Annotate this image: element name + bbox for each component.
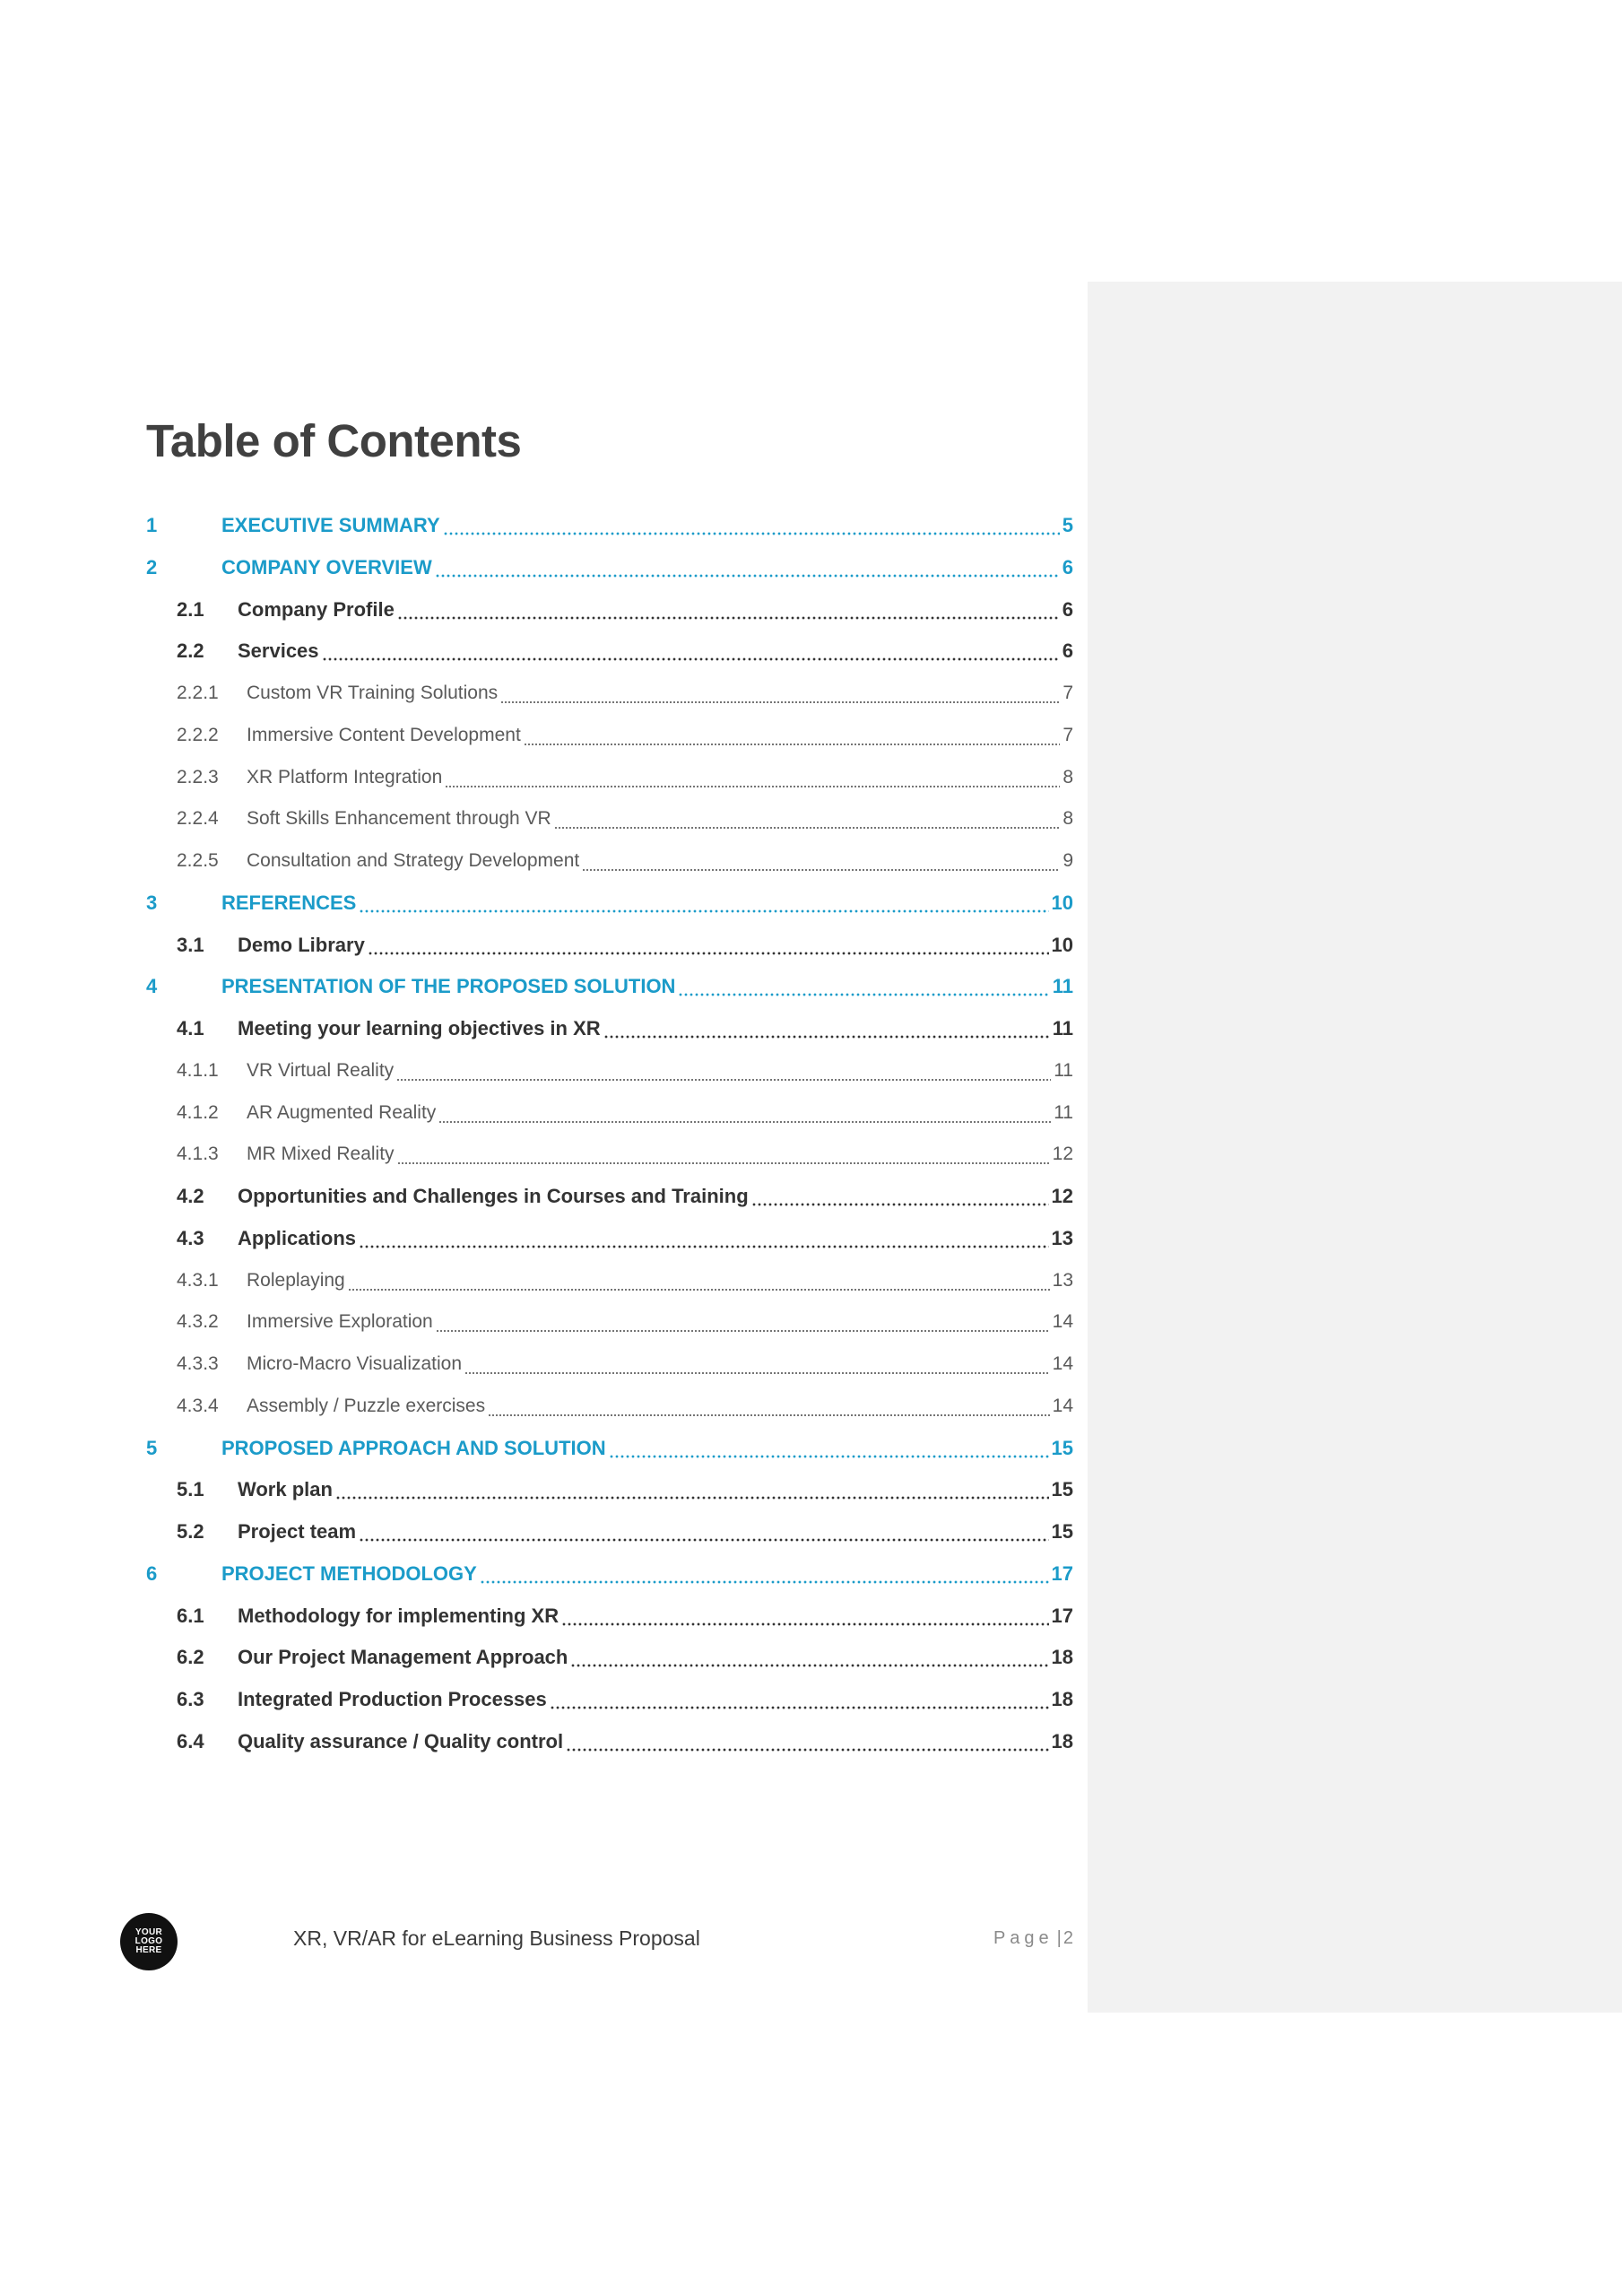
page-number: 2 xyxy=(1063,1928,1073,1948)
toc-entry-4-1-3[interactable] xyxy=(177,1141,1073,1168)
dot-leader xyxy=(397,1141,1050,1168)
toc-entry-label: COMPANY OVERVIEW xyxy=(221,555,432,578)
dot-leader xyxy=(348,1267,1050,1294)
dot-leader xyxy=(397,596,1060,623)
dot-leader xyxy=(500,680,1060,707)
toc-entry-5[interactable] xyxy=(146,1435,1073,1462)
dot-leader xyxy=(566,1728,1048,1755)
toc-entry-label: Applications xyxy=(238,1226,357,1249)
toc-entry-label: Immersive Content Development xyxy=(247,724,521,745)
toc-entry-label: Our Project Management Approach xyxy=(238,1646,568,1669)
toc-entry-6-2[interactable] xyxy=(177,1644,1073,1671)
toc-entry-label: Assembly / Puzzle exercises xyxy=(247,1395,486,1416)
dot-leader xyxy=(438,1100,1051,1126)
dot-leader xyxy=(678,973,1049,1000)
toc-entry-6[interactable] xyxy=(146,1561,1073,1587)
dot-leader xyxy=(582,848,1060,874)
toc-entry-page: 12 xyxy=(1052,1144,1073,1165)
dot-leader xyxy=(524,722,1061,749)
toc-entry-number: 4.1.3 xyxy=(177,1144,219,1165)
toc-entry-page: 13 xyxy=(1052,1269,1073,1291)
toc-entry-page: 9 xyxy=(1063,850,1073,871)
toc-entry-number: 4.3.4 xyxy=(177,1395,219,1416)
toc-entry-page: 10 xyxy=(1051,891,1073,914)
dot-leader xyxy=(561,1603,1048,1630)
toc-entry-page: 11 xyxy=(1054,1059,1073,1081)
logo-text: YOUR LOGO HERE xyxy=(134,1927,163,1955)
page-label: Page xyxy=(993,1928,1054,1948)
toc-entry-label: Consultation and Strategy Development xyxy=(247,850,580,871)
toc-entry-5-1[interactable] xyxy=(177,1476,1073,1503)
toc-entry-number: 4.3 xyxy=(177,1226,204,1249)
toc-entry-4-3-2[interactable] xyxy=(177,1309,1073,1335)
toc-entry-2-2-3[interactable] xyxy=(177,764,1073,791)
dot-leader xyxy=(335,1476,1049,1503)
dot-leader xyxy=(751,1183,1049,1210)
toc-entry-4-3-1[interactable] xyxy=(177,1267,1073,1294)
toc-entry-4-1[interactable] xyxy=(177,1015,1073,1042)
toc-entry-label: Quality assurance / Quality control xyxy=(238,1729,564,1752)
toc-entry-label: AR Augmented Reality xyxy=(247,1101,437,1123)
toc-entry-number: 2.2.2 xyxy=(177,724,219,745)
toc-entry-number: 4.3.2 xyxy=(177,1311,219,1333)
dot-leader xyxy=(488,1393,1050,1420)
toc-entry-label: Custom VR Training Solutions xyxy=(247,683,499,703)
toc-entry-page: 6 xyxy=(1062,555,1073,578)
toc-entry-4-1-2[interactable] xyxy=(177,1100,1073,1126)
footer-document-title: XR, VR/AR for eLearning Business Proposal xyxy=(293,1926,700,1950)
toc-entry-page: 6 xyxy=(1062,639,1073,663)
toc-entry-page: 5 xyxy=(1062,514,1073,536)
toc-entry-4-3-3[interactable] xyxy=(177,1351,1073,1378)
toc-entry-number: 5.2 xyxy=(177,1520,204,1543)
toc-entry-page: 8 xyxy=(1063,766,1073,787)
toc-entry-label: XR Platform Integration xyxy=(247,766,443,787)
toc-entry-page: 15 xyxy=(1051,1520,1073,1543)
toc-entry-label: Company Profile xyxy=(238,597,395,621)
toc-entry-page: 13 xyxy=(1051,1226,1073,1249)
toc-entry-label: Roleplaying xyxy=(247,1269,345,1291)
dot-leader xyxy=(436,1309,1050,1335)
toc-entry-label: Opportunities and Challenges in Courses and Training xyxy=(238,1185,749,1207)
toc-entry-number: 2.2.4 xyxy=(177,808,219,830)
toc-entry-page: 10 xyxy=(1051,933,1073,956)
toc-entry-4-1-1[interactable] xyxy=(177,1057,1073,1084)
dot-leader xyxy=(570,1644,1048,1671)
toc-entry-page: 18 xyxy=(1051,1646,1073,1669)
toc-entry-6-4[interactable] xyxy=(177,1728,1073,1755)
toc-entry-2[interactable] xyxy=(146,554,1073,581)
toc-entry-page: 17 xyxy=(1051,1561,1073,1585)
dot-leader xyxy=(550,1686,1049,1713)
toc-entry-page: 11 xyxy=(1052,1017,1073,1039)
toc-entry-page: 7 xyxy=(1063,683,1073,703)
toc-entry-page: 6 xyxy=(1062,597,1073,621)
toc-entry-label: PRESENTATION OF THE PROPOSED SOLUTION xyxy=(221,975,676,998)
toc-entry-number: 4.2 xyxy=(177,1185,204,1207)
toc-entry-page: 12 xyxy=(1051,1185,1073,1207)
toc-entry-label: EXECUTIVE SUMMARY xyxy=(221,514,440,536)
toc-entry-number: 6.2 xyxy=(177,1646,204,1669)
toc-entry-label: Project team xyxy=(238,1520,357,1543)
toc-entry-page: 18 xyxy=(1051,1688,1073,1710)
toc-entry-4-3-4[interactable] xyxy=(177,1393,1073,1420)
dot-leader xyxy=(554,805,1061,832)
toc-entry-label: VR Virtual Reality xyxy=(247,1059,395,1081)
toc-entry-label: PROPOSED APPROACH AND SOLUTION xyxy=(221,1436,606,1459)
toc-entry-3-1[interactable] xyxy=(177,932,1073,959)
toc-entry-2-2-5[interactable] xyxy=(177,848,1073,874)
dot-leader xyxy=(464,1351,1050,1378)
toc-entry-label: Micro-Macro Visualization xyxy=(247,1353,463,1374)
toc-entry-number: 1 xyxy=(146,514,158,536)
toc-entry-number: 4.3.1 xyxy=(177,1269,219,1291)
toc-entry-number: 4.1 xyxy=(177,1017,204,1039)
toc-entry-page: 15 xyxy=(1051,1478,1073,1501)
toc-entry-page: 18 xyxy=(1051,1729,1073,1752)
toc-entry-label: Services xyxy=(238,639,319,663)
page-title: Table of Contents xyxy=(146,415,522,466)
dot-leader xyxy=(368,932,1049,959)
toc-entry-number: 6.4 xyxy=(177,1729,204,1752)
dot-leader xyxy=(435,554,1060,581)
toc-entry-number: 2.2.1 xyxy=(177,683,219,703)
page-separator: | xyxy=(1056,1928,1063,1948)
toc-entry-label: Methodology for implementing XR xyxy=(238,1604,559,1627)
toc-entry-5-2[interactable] xyxy=(177,1518,1073,1545)
toc-entry-label: Integrated Production Processes xyxy=(238,1688,547,1710)
toc-entry-number: 4.1.1 xyxy=(177,1059,219,1081)
toc-entry-number: 2.2 xyxy=(177,639,204,663)
toc-entry-number: 2.1 xyxy=(177,597,204,621)
dot-leader xyxy=(445,764,1060,791)
toc-entry-4-3[interactable] xyxy=(177,1225,1073,1252)
toc-entry-label: PROJECT METHODOLOGY xyxy=(221,1561,477,1585)
toc-entry-page: 8 xyxy=(1063,808,1073,830)
toc-entry-page: 15 xyxy=(1051,1436,1073,1459)
footer-page-number xyxy=(993,1928,1073,1949)
toc-entry-2-2[interactable] xyxy=(177,638,1073,665)
toc-entry-number: 5.1 xyxy=(177,1478,204,1501)
logo-placeholder xyxy=(120,1913,178,1970)
toc-entry-page: 14 xyxy=(1052,1311,1073,1333)
toc-entry-page: 17 xyxy=(1051,1604,1073,1627)
toc-entry-4[interactable] xyxy=(146,973,1073,1000)
toc-entry-page: 7 xyxy=(1063,724,1073,745)
toc-entry-page: 14 xyxy=(1052,1395,1073,1416)
dot-leader xyxy=(443,512,1060,539)
toc-entry-number: 3.1 xyxy=(177,933,204,956)
toc-entry-label: REFERENCES xyxy=(221,891,357,914)
toc-entry-6-3[interactable] xyxy=(177,1686,1073,1713)
toc-entry-number: 6.1 xyxy=(177,1604,204,1627)
toc-entry-2-1[interactable] xyxy=(177,596,1073,623)
dot-leader xyxy=(359,890,1048,917)
toc-entry-label: MR Mixed Reality xyxy=(247,1144,395,1165)
dot-leader xyxy=(359,1225,1049,1252)
toc-entry-number: 4.3.3 xyxy=(177,1353,219,1374)
toc-entry-page: 14 xyxy=(1052,1353,1073,1374)
toc-entry-label: Meeting your learning objectives in XR xyxy=(238,1017,601,1039)
toc-entry-label: Immersive Exploration xyxy=(247,1311,433,1333)
toc-entry-number: 2.2.3 xyxy=(177,766,219,787)
toc-entry-3[interactable] xyxy=(146,890,1073,917)
dot-leader xyxy=(359,1518,1048,1545)
toc-entry-number: 2.2.5 xyxy=(177,850,219,871)
toc-entry-number: 4.1.2 xyxy=(177,1101,219,1123)
toc-entry-number: 3 xyxy=(146,891,158,914)
toc-entry-number: 4 xyxy=(146,975,158,998)
toc-entry-page: 11 xyxy=(1054,1101,1073,1123)
toc-entry-label: Work plan xyxy=(238,1478,333,1501)
dot-leader xyxy=(603,1015,1050,1042)
dot-leader xyxy=(322,638,1060,665)
toc-entry-number: 5 xyxy=(146,1436,158,1459)
toc-entry-1[interactable] xyxy=(146,512,1073,539)
dot-leader xyxy=(609,1435,1049,1462)
toc-entry-4-2[interactable] xyxy=(177,1183,1073,1210)
toc-entry-page: 11 xyxy=(1052,975,1073,998)
toc-entry-number: 6 xyxy=(146,1561,158,1585)
toc-entry-number: 6.3 xyxy=(177,1688,204,1710)
toc-entry-2-2-2[interactable] xyxy=(177,722,1073,749)
toc-entry-number: 2 xyxy=(146,555,158,578)
dot-leader xyxy=(396,1057,1051,1084)
toc-entry-6-1[interactable] xyxy=(177,1603,1073,1630)
dot-leader xyxy=(480,1561,1049,1587)
toc-entry-label: Demo Library xyxy=(238,933,365,956)
toc-entry-label: Soft Skills Enhancement through VR xyxy=(247,808,551,830)
toc-entry-2-2-1[interactable] xyxy=(177,680,1073,707)
toc-entry-2-2-4[interactable] xyxy=(177,805,1073,832)
